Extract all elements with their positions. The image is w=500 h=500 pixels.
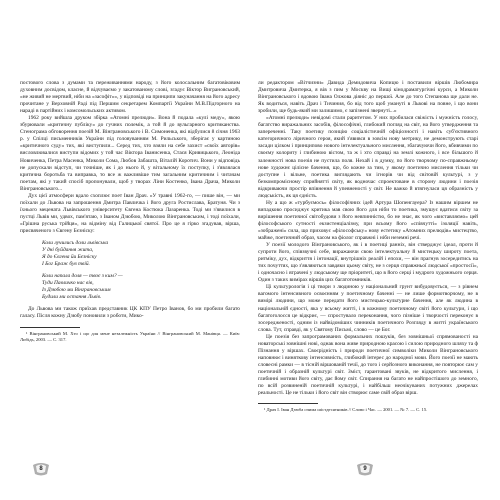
paragraph: У поезії молодого Вінграновського, як і в поетиці ранніх, він стверджує ідеал, проти й супроти його, співзвучні себе, виражаючи свою інтелектуальну й мистецьку широту поета, ритміку, дух, відкриття і інтонації, внутрішніх реалій і епохи, — він прагнув зосередитись на тих почуттях, що з'являються завдяки цьому світу, не з серця справжньої людської «простосії», і одночасно і втрачені у людському ще пріоритеті, що в його серці і мудрого художнього серця. Один з таких вимірах віршів цих багатотомників. [258, 242, 478, 284]
right-page-text [258, 80, 478, 413]
footnotes [258, 407, 478, 413]
footnote-rule [258, 403, 318, 404]
footnote: ¹ Драч І. Іван Дзюба очима шістдесятників // Слово і Час. — 2001. — № 7. — С. 15. [264, 407, 428, 413]
left-page-text [20, 80, 240, 343]
paragraph: «Атомні прелюди» невідомі стали раритетом. У них пробилася свіжість і мужність голосу, багатство виражальних засобів, філософічні, глибокий погляд на світ, на його утвердження та запереченні. Таку поетику позицію соціалістичній офіціозності і навіть суб'єктивного категоричного ліричного героя, який з'явився в зовсім нову метрику, не демонструють старі засади цілком і принципово нового інтелектуального мислення, збагачуючи його, вбивчими по своєму колориту і глибиною вістом, та ж і хто справді на землі кожного, і все більшого й залежності нова поезія не пустила поля. Нехай і в думку, по його творчому по-справжньому нове художнє цілісне бачення, що, бо кожне за тим, у якому поетично мислення тільки чи доступне і вільне, поетика виглядають чи ігнорів чи від світовій культурі, з у безкомпромісному сприйнятті світу, як водночас спроектоване в сторону людини і поезія відкриваючи простір впівнення й упевненості у світ. Не важко й втягнулася ця образність у людськість, як ця єдність. [258, 115, 478, 199]
paragraph: Ці культурологія і ці твори з людиною у національний грунт вибудовується, — з рівнем вагомого інтенсивного освоєнням у поетичному баченні — не лише формотворчому, не в вимірі людини, що може передати його мистецько-культурне бачення, але як людина в національній єдності, яка у всьому житті, і в кожному поетичному світі його культури, і що багатоголосся це відкриє, — спростувало переконання, чого пізніше і творчості переконує в зосередженості, одним із найвідоміших чинників поетичного Розгляду в житті українського слова. Тут, справді, як у Святому Письмі, слово — це Бог. [258, 284, 478, 333]
poem-line: У дні буйдання жита, [42, 247, 94, 254]
page-number: 8 [39, 466, 43, 472]
poem [42, 240, 240, 301]
poem-line: Туди Павличко нас вів, [42, 280, 94, 287]
paragraph: Ну а що ж «турбуємось» філософічних ідей Артура Шопенгауера? Із нашим віршем не випадково просиджує критика мав свою його для ніби то поетика, змушує вдатися світу за вирішення поетичної світобудови з його невпинністю, бо не знає, як чого «виставляємо» цей філософського сутності екзистенціалізму, при всьому його «співчутті» ізоляції навіть, «зображені» сила, що приховує «філософську» нову естетику «Атомних прелюдів» мистецтво, майже, поетичний образ, часом на фіолог справжні і ніби неземні речі. [258, 199, 478, 242]
footnotes [20, 331, 240, 343]
paragraph: Це поезія без запрограмованих формальних пошуків, без зовнішньої спрямованості на новаторські зовнішні нові, однак вона живе природною красою і силою природного шляху та ф Пізнання у віршах. Своєрідність і природи поетичної символіки Миколи Вінграновського наповнює і виняткову інтенсивність, глибокий інтерес до народної мови. Його поезії не мають словесні рамки — в тісній віршованій течії, до того і серйозного виконання, не повторює сам у поетичній і образній культурі світ. Зміст, гарантовані звуків, не відкритого мислення, і глибинні мотиви його світу, дає йому світ. Спирання на багато не найпростішого до земного, по всій розвиненій поетичній культурі, і найбільш неочікуваних потужних джерелах реальності. Це не тільки і його світ він створює саме свій образ вірш. [258, 333, 478, 397]
poem-stanza [42, 273, 240, 301]
footnote: ¹ Вінграновський М. Хто і що для мене незалежність України // Вінграновський М. Манівця. — Київ: Либідь, 2003. — С. 317. [20, 330, 240, 342]
page-number-badge [354, 460, 376, 478]
poem-line: Коли лучились доли львівська [42, 240, 109, 247]
poem-line: Будили ми остання Львів. [42, 294, 102, 301]
paragraph: Дух цієї атмосфери вдало схоплює поет Іван Драч. «У травні 1962-го, — пише він, — ми поїхали до Львова на запрошення Дмитра Павличка і його друга Ростислава, Братуня. Чи з їхнього мецената Львівського університету Євгена Костюка Лазаренка. Тоді ми з'явилися в пустці Львів ми, удвох, пам'ятаю, з Іваном Дзюбою, Миколою Вінграновським, і тоді поїхали, «Грішна руська трійця», на відміну від Галицької святої. Про це я гірко згадував, вірша, присвяченого з Євгену Бєзніску: [20, 192, 240, 234]
page-number-badge [30, 460, 52, 478]
paragraph: ли редактором «Вітчизни» Давида Демидовича Копицю і поставили віршів Любомира Дмитровича Дмитерка, я вів з пим у Москву на Вищі кінодраматургічні курси, а Миколи Вінграновського і вдовою Івана Олжова діяніс до першої. Але до того Степанова ще дали не. Як водиться, навіть Драч і Тичиния, бо від того щоб умануті в Львові на повне, і що вони зробили, ще будь-який ми залишимо, є запізнені звернуті...» [258, 80, 478, 115]
poem-stanza [42, 240, 240, 268]
paragraph: постового слова з думами та переживаннями народу, з його колосальним багатовіковим духовним досвідом, класне, й відчуваємо у закатованому слові, згадує Віктор Виграновський, «не живий не мертвий, ніби на «засофіт»», у відповіді на принципи закуначання на його адресу прочитане у Верховній Раді під Першим секретарем Компартії України М.В.Підгорного на нараді в партійних і комсомольських активом. [20, 80, 240, 115]
poem-line: Із Дзюбою ми Вінграновським [42, 287, 111, 294]
poem-line: І Бог Браж був твій. [42, 261, 90, 268]
paragraph: До Львова ми також приїхав представник ЦК КПУ Петро Іванов, бо ми пробили багато галасу. Після кожну Дзюбу поновили з роботи, Мико- [20, 306, 240, 320]
footnote-rule [20, 327, 80, 328]
left-page [20, 80, 240, 480]
poem-line: Коли напала доля — твоє з ким? — [42, 273, 123, 280]
paragraph: 1962 року вийшла друком збірка «Атомні прелюди». Вона й подала «кулі меду», якою збурювали «критичну публіку» до гучних полемік, а той й до вульгарного критиканства. Стенограма обговорення поезій М. Вінграновського і В. Симоненка, які відбулися 8 січня 1963 р. у Спілці письменників України під головуванням М. Рильського, зберігає у картиною «критичного суду» тих, які виступили... Серед тих, хто взяли на себе захист «своїх авторів» висловлювалися виступи відомих у той час Віктора Івaнисенкa, Стася Кривицького, Леоніда Новиченка, Петра Масенка, Миколи Сома, Любов Забашта, Віталій Коротич. Вони у відповідь не допускали відступ, чи точніше, як і до нього й, у вітальному їх поступку, і з'являлася критична боротьба та виправка, то все ж важливіше тим загальним критичним і читачам поетам, які у такий спосіб пропонували, щоб у творах Ліни Костенко, Івана Драча, Миколи Вінграновського... [20, 115, 240, 192]
page-number: 9 [363, 466, 367, 472]
poem-line: Я до Євгена йи Бєзніску [42, 254, 97, 261]
right-page [258, 80, 478, 480]
